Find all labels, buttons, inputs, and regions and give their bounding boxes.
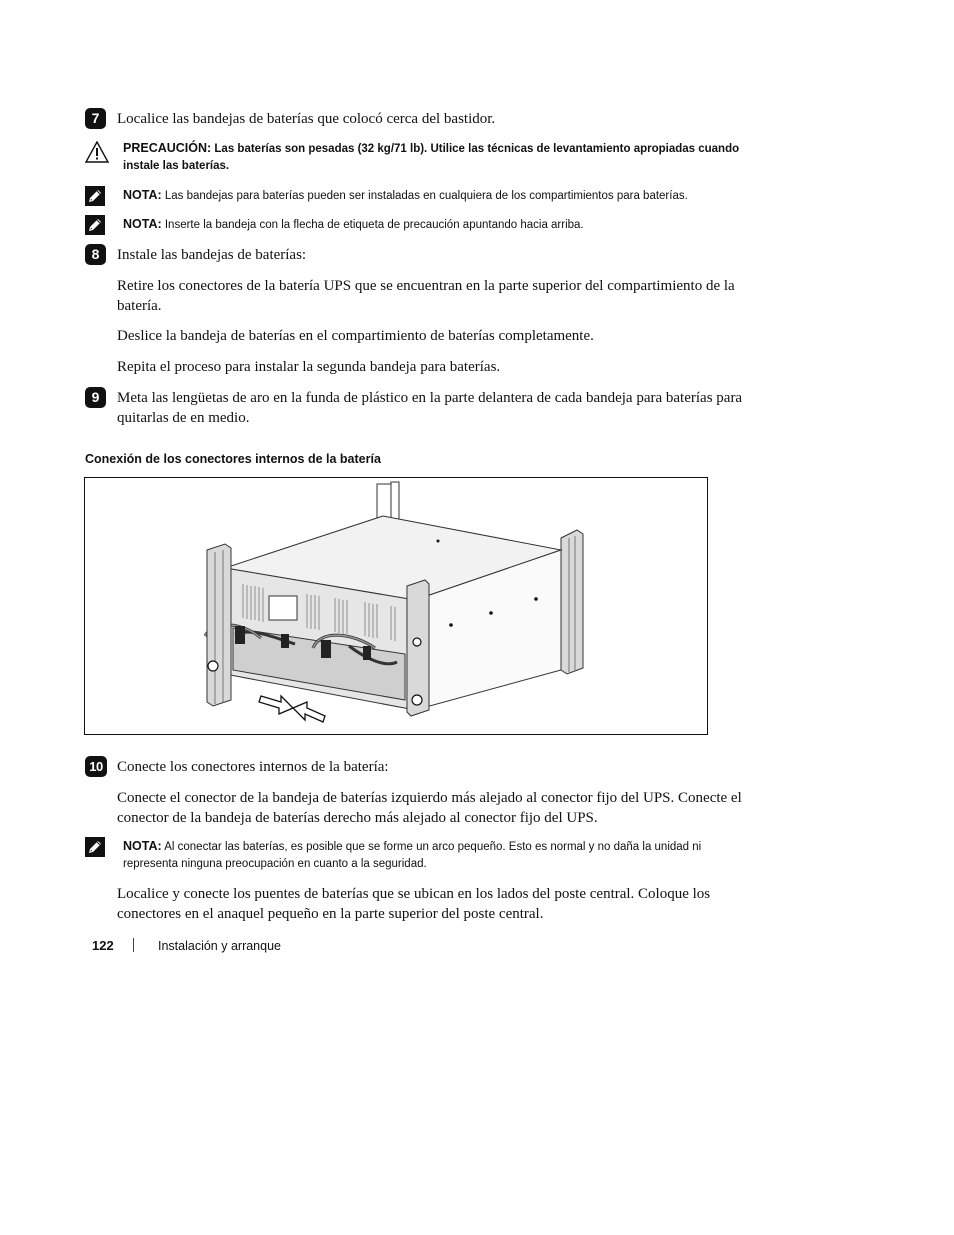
caution-label: PRECAUCIÓN: [123,141,212,155]
step-10-para-b: Localice y conecte los puentes de baterías que se ubican en los lados del poste central. Coloque los conectores en el anaquel pequeño en la parte superior del poste central. [117,886,711,922]
note-2 [123,216,753,234]
battery-connector-figure [84,477,708,735]
caution-text: Las baterías son pesadas (32 kg/71 lb). Utilice las técnicas de levantamiento apropiadas cuando instale las baterías. [123,143,740,172]
note-1-text: Las bandejas para baterías pueden ser instaladas en cualquiera de los compartimientos para baterías. [164,190,688,202]
note-3-label: NOTA: [123,839,162,853]
footer-separator [133,938,134,952]
pencil-note-icon [85,215,105,235]
step-10-para-a: Conecte el conector de la bandeja de baterías izquierdo más alejado al conector fijo del UPS. Conecte el conector de la bandeja de baterías derecho más alejado al conector fijo del UPS. [117,790,742,826]
step-8-para-c: Repita el proceso para instalar la segunda bandeja para baterías. [117,359,501,375]
page-number: 122 [92,938,114,953]
section-heading: Conexión de los conectores internos de la batería [85,452,381,466]
ups-rack-illustration [85,478,707,734]
note-2-text: Inserte la bandeja con la flecha de etiqueta de precaución apuntando hacia arriba. [164,219,584,231]
step-10-text: Conecte los conectores internos de la batería: [117,759,389,775]
note-3-text: Al conectar las baterías, es posible que se forme un arco pequeño. Esto es normal y no daña la unidad ni representa ninguna preocupación en cuanto a la seguridad. [123,841,702,870]
pencil-note-icon [85,837,105,857]
warning-triangle-icon [85,141,109,163]
pencil-note-icon [85,186,105,206]
step-7-badge: 7 [85,108,106,129]
caution-note [123,140,753,175]
step-7-text: Localice las bandejas de baterías que colocó cerca del bastidor. [117,111,496,127]
step-8-para-b: Deslice la bandeja de baterías en el compartimiento de baterías completamente. [117,328,594,344]
step-8-para-a: Retire los conectores de la batería UPS que se encuentran en la parte superior del compartimiento de la batería. [117,278,735,314]
step-10-badge: 10 [85,756,107,777]
step-9-text: Meta las lengüetas de aro en la funda de plástico en la parte delantera de cada bandeja para baterías para quitarlas de en medio. [117,390,743,426]
step-8-badge: 8 [85,244,106,265]
note-1-label: NOTA: [123,188,162,202]
note-2-label: NOTA: [123,217,162,231]
note-3 [123,838,751,873]
step-9-badge: 9 [85,387,106,408]
footer-title: Instalación y arranque [158,939,281,953]
note-1 [123,187,753,205]
step-8-text: Instale las bandejas de baterías: [117,247,307,263]
